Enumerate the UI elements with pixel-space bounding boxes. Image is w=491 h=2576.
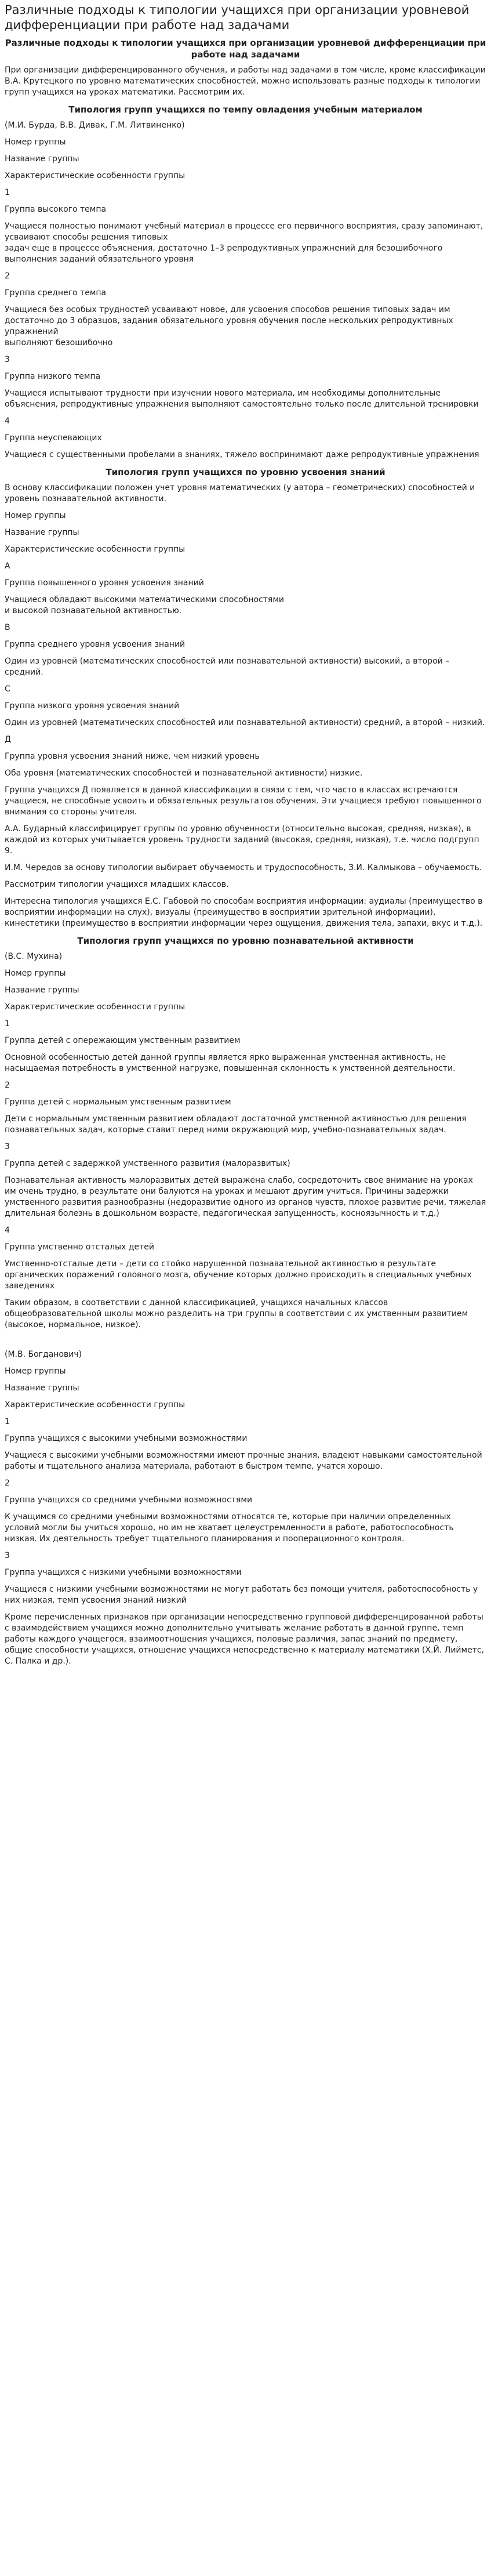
paragraph: 3 <box>5 355 10 364</box>
paragraph: Номер группы <box>5 1367 66 1376</box>
paragraph: Кроме перечисленных признаков при организации непосредственно групповой дифференцированной работы с взаимодействием учащихся можно дополнительно учитывать желание работать в данной группе, темп работы каждого учащегося, взаимоотношения учащихся, половые различия, запас знаний по предмету, общие способности учащихся, отношение учащихся непосредственно к материалу математики (Х.Й. Лийметс, С. Палка и др.). <box>5 1613 485 1666</box>
paragraph: Группа детей с опережающим умственным развитием <box>5 1036 241 1045</box>
paragraph: 3 <box>5 1142 10 1151</box>
paragraph: Учащиеся с существенными пробелами в знаниях, тяжело воспринимают даже репродуктивные упражнения <box>5 450 479 459</box>
paragraph: Познавательная активность малоразвитых детей выражена слабо, сосредоточить свое внимание на уроках им очень трудно, в результате они балуются на уроках и мешают другим учиться. Причины задержки умственного развития разнообразны (недоразвитие одного из органов чувств, плохое развитие речи, тяжелая длительная болезнь в дошкольном возрасте, педагогическая запущенность, косноязычность и т.д.) <box>5 1176 486 1218</box>
page-title: Различные подходы к типологии учащихся при организации уровневой дифференциации при работе над задачами <box>5 3 470 32</box>
paragraph: Номер группы <box>5 137 66 147</box>
paragraph: 1 <box>5 1417 10 1426</box>
paragraph: (М.В. Богданович) <box>5 1350 82 1359</box>
paragraph: И.М. Чередов за основу типологии выбирает обучаемость и трудоспособность, З.И. Калмыкова – обучаемость. <box>5 863 482 872</box>
paragraph: Характеристические особенности группы <box>5 171 186 180</box>
section-heading: Типология групп учащихся по темпу овладения учебным материалом <box>68 104 423 115</box>
paragraph: Один из уровней (математических способностей или познавательной активности) средний, а второй – низкий. <box>5 718 485 727</box>
paragraph: Группа детей с задержкой умственного развития (малоразвитых) <box>5 1159 290 1168</box>
paragraph: Оба уровня (математических способностей и познавательной активности) низкие. <box>5 769 363 778</box>
paragraph: Название группы <box>5 986 79 995</box>
paragraph: 3 <box>5 1551 10 1560</box>
paragraph: Учащиеся без особых трудностей усваивают новое, для усвоения способов решения типовых задач им достаточно до 3 образцов, задания обязательного уровня обучения после нескольких репродуктивных упражнений выполняют безошибочно <box>5 305 453 347</box>
paragraph: К учащимся со средними учебными возможностями относятся те, которые при наличии определенных условий могли бы учиться хорошо, но им не хватает целеустремленности в работе, работоспособность низкая. Их деятельность требует тщательного планирования и пооперационного контроля. <box>5 1512 454 1544</box>
paragraph: Группа повышенного уровня усвоения знаний <box>5 578 204 588</box>
paragraph: Характеристические особенности группы <box>5 1002 186 1012</box>
paragraph: 4 <box>5 1226 10 1235</box>
paragraph: Название группы <box>5 1383 79 1393</box>
paragraph: Учащиеся испытывают трудности при изучении нового материала, им необходимы дополнительные объяснения, репродуктивные упражнения выполняют самостоятельно только после длительной тренировки <box>5 389 479 409</box>
paragraph: Таким образом, в соответствии с данной классификацией, учащихся начальных классов общеобразовательной школы можно разделить на три группы в соответствии с их умственным развитием (высокое, нормальное, низкое). <box>5 1298 468 1329</box>
paragraph: 1 <box>5 1019 10 1028</box>
paragraph: Основной особенностью детей данной группы является ярко выраженная умственная активность, не насыщаемая потребность в умственной нагрузке, повышенная склонность к умственной деятельности. <box>5 1053 456 1073</box>
section-heading: Различные подходы к типологии учащихся при организации уровневой дифференциации при работе над задачами <box>5 38 486 60</box>
paragraph: Характеристические особенности группы <box>5 545 186 554</box>
paragraph: Умственно-отсталые дети – дети со стойко нарушенной познавательной активностью в результате органических поражений головного мозга, обучение которых должно происходить в специальных учебных заведениях <box>5 1259 472 1291</box>
paragraph: 4 <box>5 416 10 426</box>
paragraph: Группа детей с нормальным умственным развитием <box>5 1097 231 1107</box>
paragraph: Группа учащихся Д появляется в данной классификации в связи с тем, что часто в классах встречаются учащиеся, не способные усвоить и обязательных результатов обучения. Эти учащиеся требуют повышенного внимания со стороны учителя. <box>5 785 482 817</box>
paragraph: Группа учащихся со средними учебными возможностями <box>5 1495 253 1505</box>
paragraph: Д <box>5 735 11 744</box>
paragraph: Название группы <box>5 528 79 537</box>
paragraph: Один из уровней (математических способностей или познавательной активности) высокий, а второй – средний. <box>5 657 450 677</box>
paragraph: При организации дифференцированного обучения, и работы над задачами в том числе, кроме классификации В.А. Крутецкого по уровню математических способностей, можно использовать разные подходы к типологии групп учащихся на уроках математики. Рассмотрим их. <box>5 66 486 97</box>
paragraph: Группа высокого темпа <box>5 205 107 214</box>
document-body <box>5 37 486 1667</box>
paragraph: Группа среднего уровня усвоения знаний <box>5 640 186 649</box>
paragraph: Интересна типология учащихся Е.С. Габовой по способам восприятия информации: аудиалы (преимущество в восприятии информации на слух), визуалы (преимущество в восприятии зрительной информации), кинестетики (преимущество в восприятии информации через ощущения, движения тела, запахи, вкус и т.д.). <box>5 897 483 928</box>
paragraph: Номер группы <box>5 969 66 978</box>
paragraph: Учащиеся полностью понимают учебный материал в процессе его первичного восприятия, сразу запоминают, усваивают способы решения типовых задач еще в процессе объяснения, достаточно 1–3 репродуктивных упражнений для безошибочного выполнения заданий обязательного уровня <box>5 222 483 264</box>
paragraph: (М.И. Бурда, В.В. Дивак, Г.М. Литвиненко) <box>5 121 185 130</box>
section-heading: Типология групп учащихся по уровню усвоения знаний <box>106 467 385 477</box>
paragraph: Рассмотрим типологии учащихся младших классов. <box>5 880 229 889</box>
paragraph: Группа умственно отсталых детей <box>5 1242 154 1252</box>
paragraph: А.А. Бударный классифицирует группы по уровню обученности (относительно высокая, средняя, низкая), в каждой из которых учитывается уровень трудности заданий (высокая, средняя, низкая), т.е. число подгрупп 9. <box>5 824 479 856</box>
paragraph: Группа учащихся с высокими учебными возможностями <box>5 1434 248 1443</box>
paragraph: 2 <box>5 1081 10 1090</box>
paragraph: С <box>5 684 10 694</box>
paragraph: 1 <box>5 188 10 197</box>
paragraph: (В.С. Мухина) <box>5 952 63 961</box>
paragraph: Учащиеся обладают высокими математическими способностями и высокой познавательной активностью. <box>5 595 284 615</box>
paragraph: Группа учащихся с низкими учебными возможностями <box>5 1568 242 1577</box>
paragraph: Учащиеся с низкими учебными возможностями не могут работать без помощи учителя, работоспособность у них низкая, темп усвоения знаний низкий <box>5 1585 478 1605</box>
paragraph: Номер группы <box>5 511 66 520</box>
paragraph: Группа среднего темпа <box>5 288 107 298</box>
paragraph: Учащиеся с высокими учебными возможностями имеют прочные знания, владеют навыками самостоятельной работы и тщательного анализа материала, работают в быстром темпе, учатся хорошо. <box>5 1451 482 1471</box>
section-heading: Типология групп учащихся по уровню познавательной активности <box>77 936 414 946</box>
paragraph: 2 <box>5 1479 10 1488</box>
paragraph: Название группы <box>5 154 79 164</box>
paragraph: Дети с нормальным умственным развитием обладают достаточной умственной активностью для решения познавательных задач, которые ставит перед ними окружающий мир, учебно-познавательных задач. <box>5 1114 467 1135</box>
paragraph: Группа уровня усвоения знаний ниже, чем низкий уровень <box>5 752 260 761</box>
spacer <box>5 1336 486 1349</box>
paragraph: А <box>5 561 10 571</box>
paragraph: Группа неуспевающих <box>5 433 102 443</box>
paragraph: Характеристические особенности группы <box>5 1400 186 1410</box>
paragraph: 2 <box>5 271 10 281</box>
paragraph: Группа низкого темпа <box>5 372 101 381</box>
paragraph: Группа низкого уровня усвоения знаний <box>5 701 180 711</box>
paragraph: В <box>5 623 10 632</box>
paragraph: В основу классификации положен учет уровня математических (у автора – геометрических) способностей и уровень познавательной активности. <box>5 483 475 503</box>
